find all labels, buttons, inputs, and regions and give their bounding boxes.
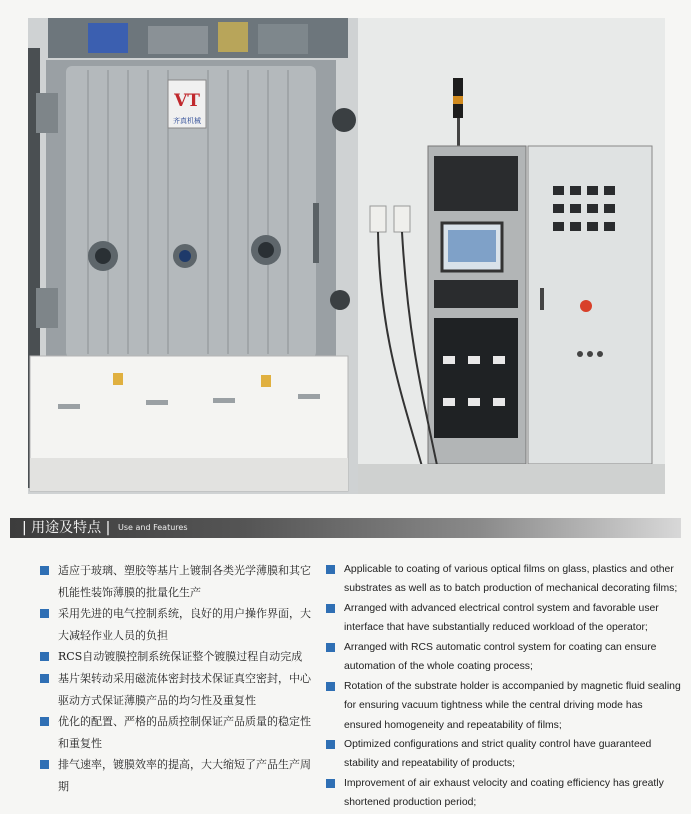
feature-item-en: Improvement of air exhaust velocity and coating efficiency has greatly shortened production period; — [326, 774, 682, 813]
company-logo — [168, 80, 206, 128]
feature-item-zh: 适应于玻璃、塑胶等基片上镀制各类光学薄膜和其它机能性装饰薄膜的批量化生产 — [40, 560, 320, 603]
features-list-en — [326, 560, 682, 813]
square-bullet-icon — [40, 717, 49, 726]
equipment-photo — [28, 18, 665, 494]
feature-item-zh: 优化的配置、严格的品质控制保证产品质量的稳定性和重复性 — [40, 711, 320, 754]
feature-item-en: Arranged with advanced electrical control system and favorable user interface that have substantially reduced workload of the operator; — [326, 599, 682, 638]
features-list-zh — [40, 560, 320, 797]
feature-item-en: Arranged with RCS automatic control system for coating can ensure automation of the whole coating process; — [326, 638, 682, 677]
square-bullet-icon — [40, 609, 49, 618]
square-bullet-icon — [326, 740, 335, 749]
feature-item-en: Applicable to coating of various optical films on glass, plastics and other substrates as well as to batch production of mechanical decorating films; — [326, 560, 682, 599]
feature-item-en: Optimized configurations and strict quality control have guaranteed stability and repeatability of products; — [326, 735, 682, 774]
feature-item-zh: 排气速率，镀膜效率的提高，大大缩短了产品生产周期 — [40, 754, 320, 797]
square-bullet-icon — [326, 779, 335, 788]
square-bullet-icon — [326, 565, 335, 574]
square-bullet-icon — [40, 652, 49, 661]
svg-text:齐真机械: 齐真机械 — [173, 117, 201, 125]
feature-item-zh: 基片架转动采用磁流体密封技术保证真空密封，中心驱动方式保证薄膜产品的均匀性及重复性 — [40, 668, 320, 711]
feature-item-zh: 采用先进的电气控制系统，良好的用户操作界面，大大减轻作业人员的负担 — [40, 603, 320, 646]
square-bullet-icon — [326, 682, 335, 691]
square-bullet-icon — [326, 643, 335, 652]
square-bullet-icon — [40, 760, 49, 769]
section-title-en: Use and Features — [118, 523, 188, 532]
square-bullet-icon — [40, 566, 49, 575]
svg-text:VT: VT — [174, 91, 200, 111]
square-bullet-icon — [40, 674, 49, 683]
feature-item-zh: RCS自动镀膜控制系统保证整个镀膜过程自动完成 — [40, 646, 320, 668]
feature-item-en: Rotation of the substrate holder is accompanied by magnetic fluid sealing for ensuring vacuum tightness while the central driving mode has ensured homogeneity and repeatability of films; — [326, 677, 682, 735]
square-bullet-icon — [326, 604, 335, 613]
section-header — [10, 518, 681, 538]
section-title-zh: | 用途及特点 | — [22, 520, 111, 536]
